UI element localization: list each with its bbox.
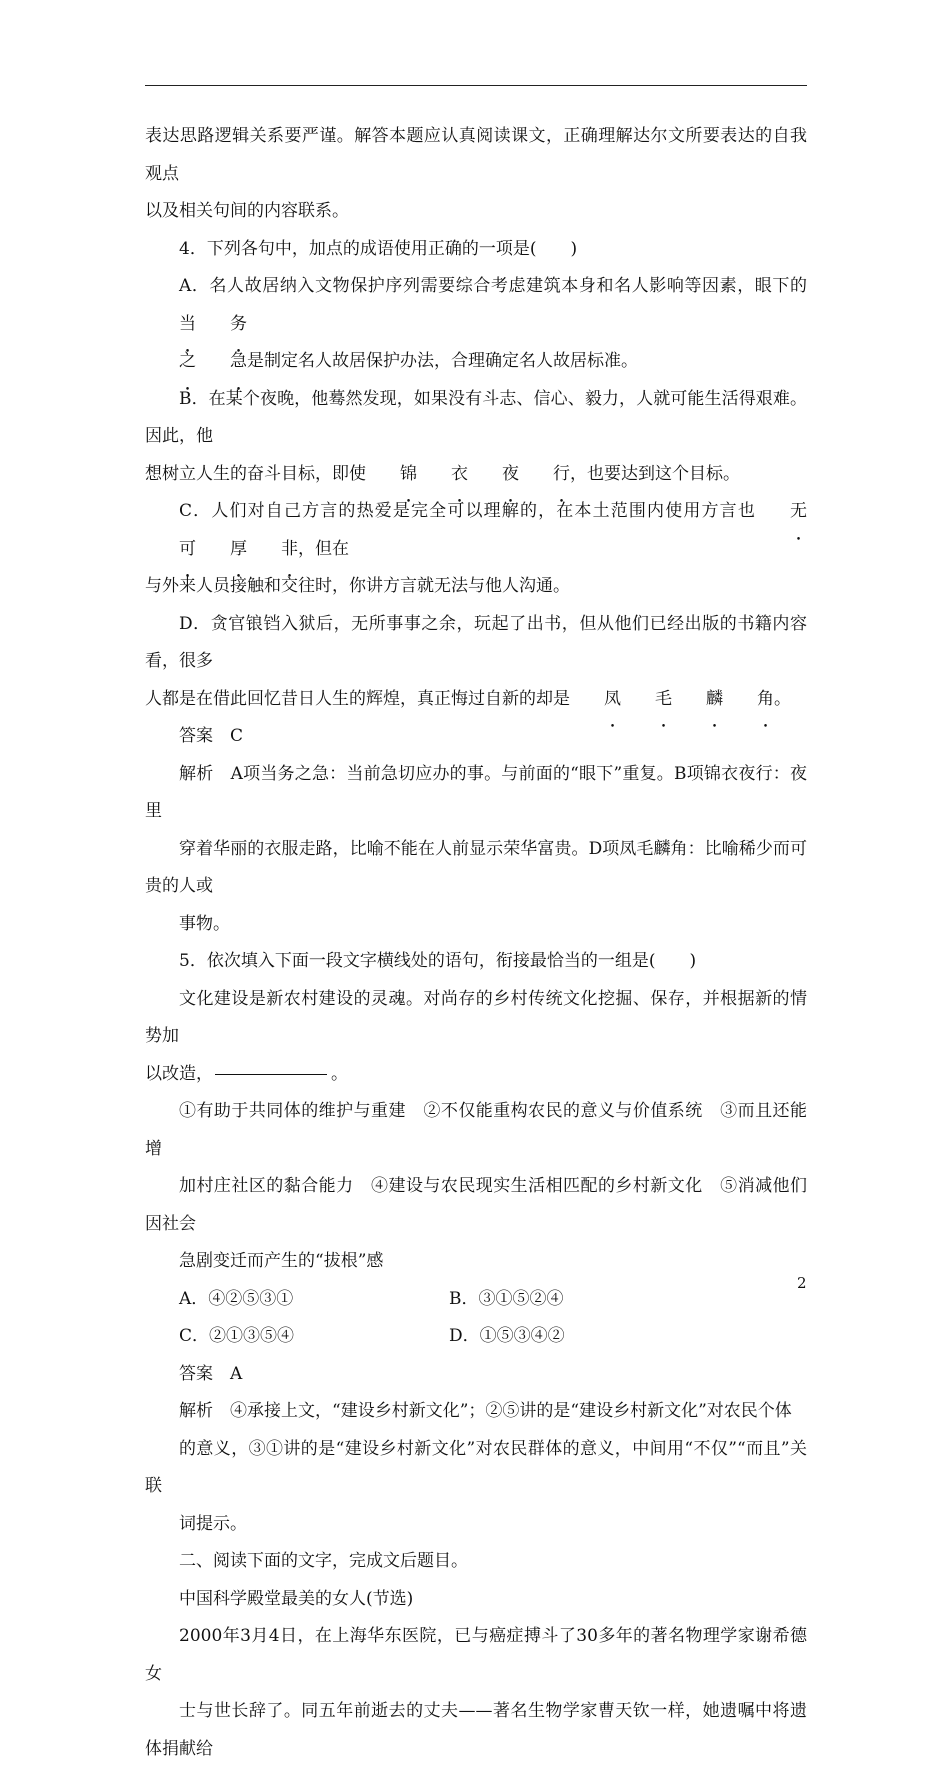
text-line: 事物。 — [179, 913, 230, 934]
text-line: 急剧变迁而产生的“拔根”感 — [179, 1251, 384, 1271]
text-span: 。 — [331, 1063, 348, 1084]
paragraph — [145, 1393, 807, 1543]
answer-blank — [215, 1073, 327, 1075]
paragraph — [145, 1093, 807, 1281]
text-span: ，但在 — [298, 538, 349, 559]
text-span: 是制定名人故居保护办法，合理确定名人故居标准。 — [247, 351, 638, 371]
text-line: 中国科学殿堂最美的女人(节选) — [179, 1588, 414, 1609]
text-line: 答案 C — [179, 726, 244, 746]
text-span: 与外来人员接触和交往时，你讲方言就无法与他人沟通。 — [145, 576, 570, 596]
text-line: 的意义，③①讲的是“建设乡村新文化”对农民群体的意义，中间用“不仅”“而且”关联 — [145, 1438, 807, 1496]
page-number: 2 — [797, 1274, 807, 1292]
text-span: B．在某个夜晚，他蓦然发现，如果没有斗志、信心、毅力，人就可能生活得艰难。因此，他 — [145, 388, 807, 446]
text-line: 二、阅读下面的文字，完成文后题目。 — [179, 1551, 468, 1571]
answer-option: B．③①⑤②④ — [449, 1288, 564, 1309]
question-option — [145, 493, 807, 606]
text-line: 表达思路逻辑关系要严谨。解答本题应认真阅读课文，正确理解达尔文所要表达的自我观点 — [145, 126, 807, 184]
text-span: ，也要达到这个目标。 — [570, 463, 740, 484]
answer-option: C．②①③⑤④ — [179, 1326, 295, 1346]
paragraph — [145, 1543, 807, 1581]
text-line: ①有助于共同体的维护与重建 ②不仅能重构农民的意义与价值系统 ③而且还能增 — [145, 1101, 807, 1159]
text-span: D．贪官锒铛入狱后，无所事事之余，玩起了出书，但从他们已经出版的书籍内容看，很多 — [145, 613, 807, 671]
text-line: 解析 ④承接上文，“建设乡村新文化”；②⑤讲的是“建设乡村新文化”对农民个体 — [179, 1401, 792, 1421]
text-line: 穿着华丽的衣服走路，比喻不能在人前显示荣华富贵。D项凤毛麟角：比喻稀少而可贵的人或 — [145, 838, 807, 896]
text-line: 士与世长辞了。同五年前逝去的丈夫——著名生物学家曹天钦一样，她遗嘱中将遗体捐献给 — [145, 1701, 807, 1759]
text-line: 以及相关句间的内容联系。 — [145, 201, 349, 221]
paragraph — [145, 231, 807, 269]
dotted-char: 急 — [230, 351, 247, 371]
dotted-char: 之 — [179, 351, 196, 371]
text-span: 人都是在借此回忆昔日人生的辉煌，真正悔过自新的却是 — [145, 688, 570, 709]
text-span: A．名人故居纳入文物保护序列需要综合考虑建筑本身和名人影响等因素，眼下的 — [179, 276, 807, 296]
dotted-char: 厚 — [230, 538, 247, 559]
header-rule — [145, 85, 807, 86]
emphasized-idiom — [366, 464, 570, 484]
fill-in-paragraph — [145, 981, 807, 1094]
dotted-char: 衣 — [451, 463, 468, 484]
options-row — [145, 1281, 807, 1319]
emphasized-idiom — [145, 351, 247, 371]
paragraph — [145, 1581, 807, 1619]
question-option — [145, 606, 807, 719]
question-option — [145, 268, 807, 381]
paragraph — [145, 1618, 807, 1768]
text-line: 词提示。 — [179, 1513, 247, 1534]
text-span: 。 — [774, 688, 791, 709]
dotted-char: 行 — [553, 463, 570, 484]
paragraph — [145, 118, 807, 231]
text-line: 文化建设是新农村建设的灵魂。对尚存的乡村传统文化挖掘、保存，并根据新的情势加 — [145, 988, 807, 1046]
dotted-char: 凤 — [604, 688, 621, 709]
dotted-char: 锦 — [400, 463, 417, 484]
text-line: 2000年3月4日，在上海华东医院，已与癌症搏斗了30多年的著名物理学家谢希德女 — [145, 1626, 807, 1684]
text-span: C．人们对自己方言的热爱是完全可以理解的，在本土范围内使用方言也 — [179, 501, 756, 521]
text-line: 答案 A — [179, 1363, 243, 1384]
text-line: 4．下列各句中，加点的成语使用正确的一项是( ) — [179, 238, 578, 259]
text-span: 想树立人生的奋斗目标，即使 — [145, 463, 366, 484]
dotted-char: 毛 — [655, 688, 672, 709]
emphasized-idiom — [570, 689, 774, 709]
text-line: 加村庄社区的黏合能力 ④建设与农民现实生活相匹配的乡村新文化 ⑤消减他们因社会 — [145, 1176, 807, 1234]
text-span: 以改造， — [145, 1063, 213, 1084]
dotted-char: 无 — [790, 501, 807, 521]
options-row — [145, 1318, 807, 1356]
paragraph — [145, 943, 807, 981]
dotted-char: 麟 — [706, 688, 723, 709]
paragraph — [145, 756, 807, 944]
dotted-char: 角 — [757, 688, 774, 709]
paragraph — [145, 1356, 807, 1394]
emphasized-idiom — [145, 314, 247, 334]
document-body — [145, 118, 807, 1768]
dotted-char: 务 — [230, 313, 247, 334]
dotted-char: 夜 — [502, 463, 519, 484]
answer-option: D．①⑤③④② — [449, 1326, 565, 1346]
text-line: 5．依次填入下面一段文字横线处的语句，衔接最恰当的一组是( ) — [179, 951, 697, 971]
question-option — [145, 381, 807, 494]
dotted-char: 当 — [179, 313, 196, 334]
answer-option: A．④②⑤③① — [179, 1288, 294, 1309]
text-line: 解析 A项当务之急：当前急切应办的事。与前面的“眼下”重复。B项锦衣夜行：夜里 — [145, 763, 807, 821]
dotted-char: 非 — [281, 538, 298, 559]
dotted-char: 可 — [179, 538, 196, 559]
